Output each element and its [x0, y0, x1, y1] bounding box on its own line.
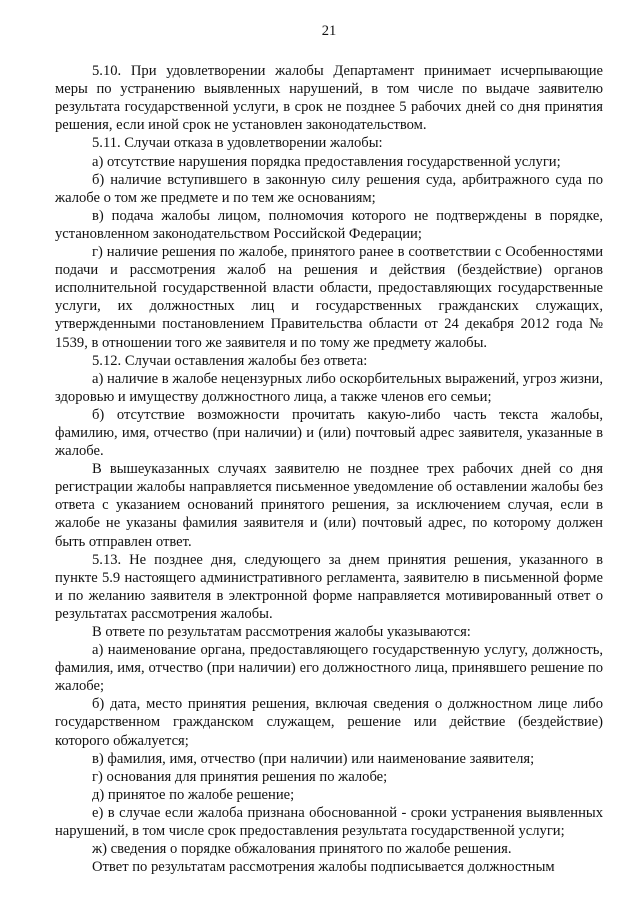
- paragraph-5-11-heading: 5.11. Случаи отказа в удовлетворении жалобы:: [92, 135, 383, 152]
- paragraph-5-11-g: г) наличие решения по жалобе, принятого ранее в соответствии с Особенностями подачи и рассмотрения жалоб на решения и действия (бездействие) органов исполнительной государственной власти области, предоставляющих государственные услуги, их должностных лиц и государственных гражданских служащих, утвержденными постановлением Правительства области от 24 декабря 2012 года № 1539, в отношении того же заявителя и по тому же предмету жалобы.: [55, 244, 603, 351]
- paragraph-answer-d: д) принятое по жалобе решение;: [92, 786, 295, 803]
- paragraph-answer-b: б) дата, место принятия решения, включая сведения о должностном лице либо государственном гражданском служащем, решение или действие (бездействие) которого обжалуется;: [55, 696, 603, 749]
- document-page: [55, 22, 603, 876]
- paragraph-5-12-b: б) отсутствие возможности прочитать какую-либо часть текста жалобы, фамилию, имя, отчество (при наличии) и (или) почтовый адрес заявителя, указанные в жалобе.: [55, 406, 603, 460]
- paragraph-answer-heading: В ответе по результатам рассмотрения жалобы указываются:: [92, 624, 471, 640]
- paragraph-answer-a: а) наименование органа, предоставляющего государственную услугу, должность, фамилия, имя, отчество (при наличии) его должностного лица, принявшего решение по жалобе;: [55, 642, 603, 695]
- paragraph-5-10: 5.10. При удовлетворении жалобы Департамент принимает исчерпывающие меры по устранению выявленных нарушений, в том числе по выдаче заявителю результата государственной услуги, в срок не позднее 5 рабочих дней со дня принятия решения, если иной срок не установлен законодательством.: [55, 63, 603, 134]
- paragraph-5-12-a: а) наличие в жалобе нецензурных либо оскорбительных выражений, угроз жизни, здоровью и имуществу должностного лица, а также членов его семьи;: [55, 370, 603, 405]
- paragraph-signature: Ответ по результатам рассмотрения жалобы подписывается должностным: [92, 859, 555, 876]
- paragraph-5-11-a: а) отсутствие нарушения порядка предоставления государственной услуги;: [92, 153, 561, 170]
- paragraph-5-11-b: б) наличие вступившего в законную силу решения суда, арбитражного суда по жалобе о том же предмете и по тем же основаниям;: [55, 171, 603, 206]
- paragraph-answer-zh: ж) сведения о порядке обжалования принятого по жалобе решения.: [92, 841, 512, 858]
- paragraph-notification: В вышеуказанных случаях заявителю не позднее трех рабочих дней со дня регистрации жалобы направляется письменное уведомление об оставлении жалобы без ответа с указанием оснований принятого решения, за исключением случая, если в жалобе не указаны фамилия заявителя и (или) почтовый адрес, по которому должен быть отправлен ответ.: [55, 461, 603, 550]
- paragraph-answer-g: г) основания для принятия решения по жалобе;: [92, 768, 388, 785]
- paragraph-5-11-v: в) подача жалобы лицом, полномочия которого не подтверждены в порядке, установленном законодательством Российской Федерации;: [55, 207, 603, 242]
- paragraph-answer-e: е) в случае если жалоба признана обоснованной - сроки устранения выявленных нарушений, в том числе срок предоставления результата государственной услуги;: [55, 804, 603, 840]
- paragraph-5-13: 5.13. Не позднее дня, следующего за днем принятия решения, указанного в пункте 5.9 настоящего административного регламента, заявителю в письменной форме и по желанию заявителя в электронной форме направляется мотивированный ответ о результатах рассмотрения жалобы.: [55, 551, 603, 622]
- page-number: 21: [321, 23, 337, 39]
- paragraph-5-12-heading: 5.12. Случаи оставления жалобы без ответа:: [92, 352, 368, 369]
- paragraph-answer-v: в) фамилия, имя, отчество (при наличии) или наименование заявителя;: [92, 750, 535, 767]
